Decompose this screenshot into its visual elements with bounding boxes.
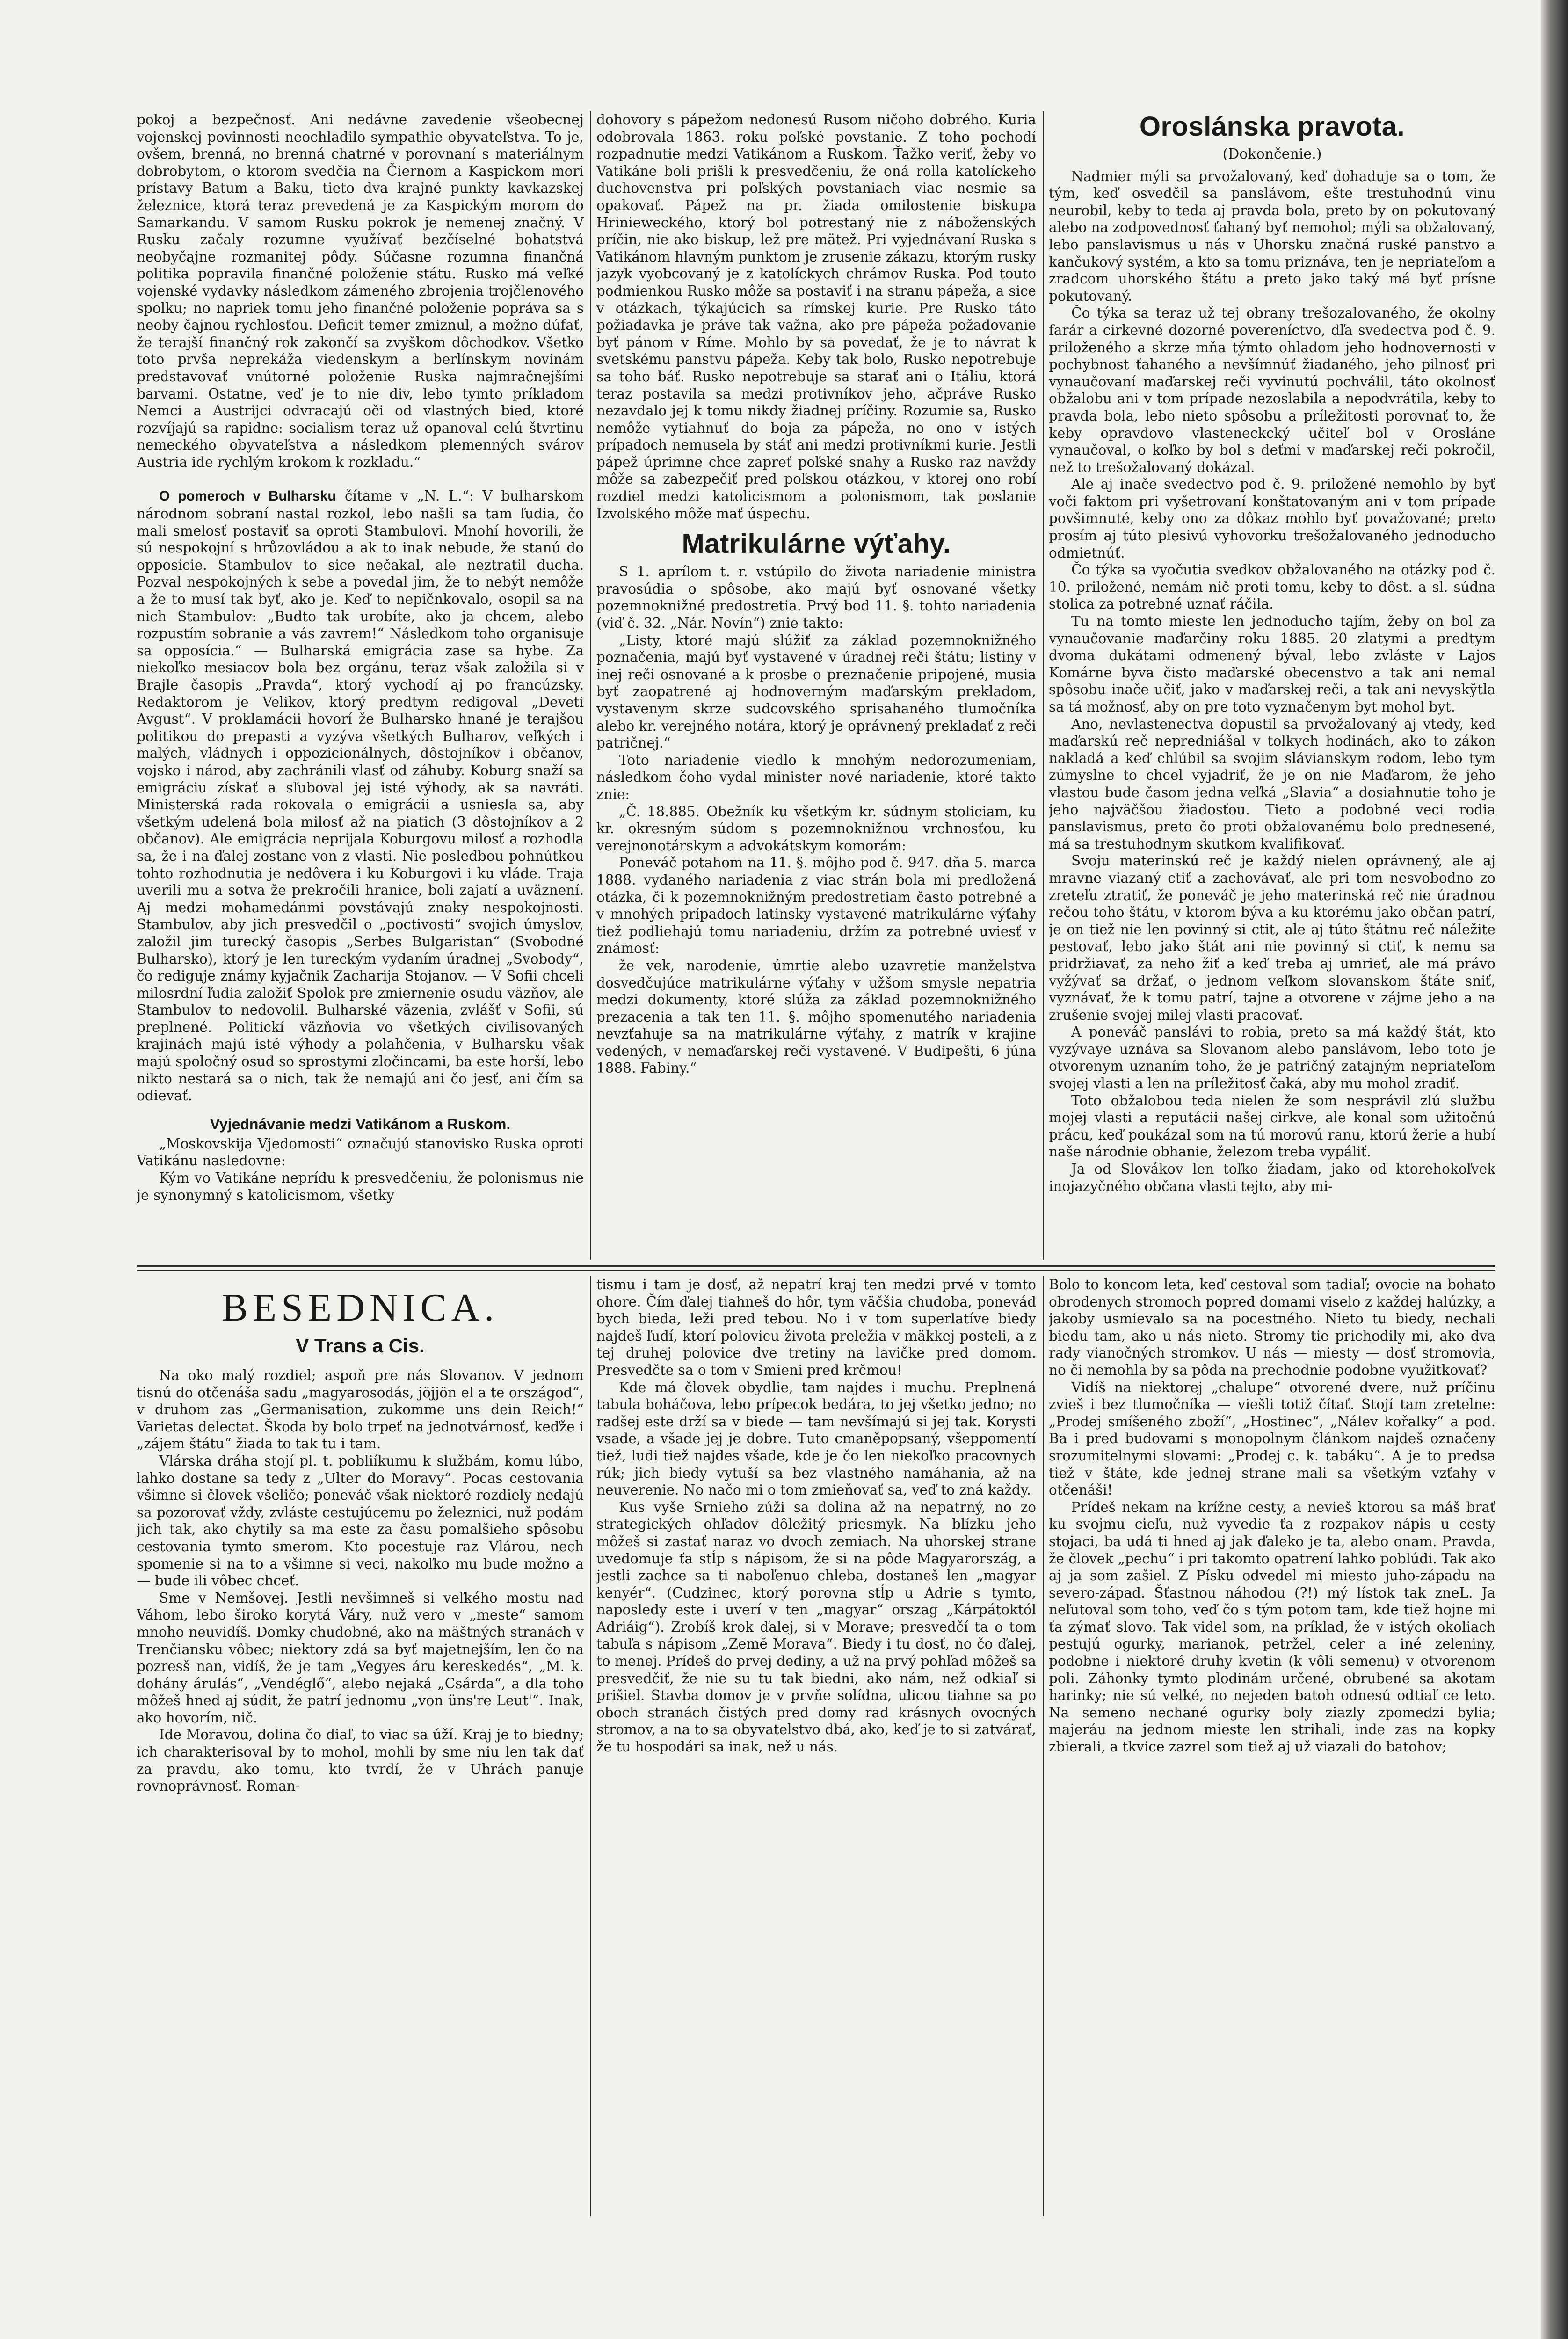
feuilleton-c1-p1: Na oko malý rozdiel; aspoň pre nás Slovanov. V jednom tisnú do otčenáša sadu „magyarosodás, jöjjön el a te országod“, v druhom zas „Germanisation, zukomme uns dein Reich!“ Varietas delectat. Škoda by bolo trpeť na jednotvárnosť, keďže i „zájem štátu“ žiada to tak tu i tam.	[137, 1367, 584, 1452]
feuilleton-rule-2	[1043, 1276, 1044, 2216]
article-oroslanska-p9: Toto obžalobou teda nielen že som nesprávil zlú službu mojej vlasti a reputácii našej cirkve, ale konal som užitočnú prácu, keď poukázal som na tú morovú ranu, ktorú žerie a hubí naše národnie obhanie, železom treba vypáliť.	[1049, 1092, 1495, 1160]
feuilleton-c3-p2: Vidíš na niektorej „chalupe“ otvorené dvere, nuž príčinu zvieš i bez tlumočníka — viešli totiž čítať. Stojí tam zretelne: „Prodej smíšeného zboží“, „Hostinec“, „Nálev kořalky“ a pod. Ba i pred budovami s monopolnym článkom najdeš označeny srozumitelnymi slovami: „Prodej c. k. tabáku“. A je to predsa tiež v štáte, kde jednej strane mali sa všetkým vzťahy v otčenáši!	[1049, 1379, 1495, 1498]
article-oroslanska-p4: Čo týka sa vyočutia svedkov obžalovaného na otázky pod č. 10. priložené, nemám nič proti tomu, keby to dôst. a sl. súdna stolica za potrebné uznať ráčila.	[1049, 562, 1495, 612]
feuilleton-c2-p1: tismu i tam je dosť, až nepatrí kraj ten medzi prvé v tomto ohore. Čím ďalej tiahneš do hôr, tym väčšia chudoba, ponevád bych bieda, leži pred tebou. No i v tom superlatíve biedy najdeš ľudí, ktorí polovicu života preležia v mäkkej posteli, a z tej druhej polovice dve tretiny na lavičke pred domom. Presvedčte sa o tom v Smieni pred krčmou!	[596, 1277, 1036, 1378]
article-matrikularne-p5: „Č. 18.885. Obežník ku všetkým kr. súdnym stoliciam, ku kr. okresným súdom s pozemnoknižnou vrchnosťou, ku verejnonotárskym a advokátskym komorám:	[596, 803, 1036, 854]
article-oroslanska-p1: Nadmier mýli sa prvožalovaný, keď dohaduje sa o tom, že tým, keď osvedčil sa panslávom, ešte trestuhodnú vinu neurobil, keby to teda aj pravda bola, preto by on pokutovaný alebo na zodpovednosť ťahaný byť nemohol; mýli sa obžalovaný, lebo panslavismus u nás v Uhorsku značná ruské panstvo a kančukový systém, a kto sa tomu priznáva, ten je nepriateľom a zradcom uhorského štátu a preto jako taký má byť prísne pokutovaný.	[1049, 168, 1495, 304]
article-matrikularne-headline: Matrikulárne výťahy.	[682, 529, 951, 559]
article-oroslanska-p10: Ja od Slovákov len toľko žiadam, jako od ktorehokoľvek inojazyčného občana vlasti tejto, aby mi-	[1049, 1161, 1495, 1194]
article-vatican-quote: Kým vo Vatikáne neprídu k presvedčeniu, že polonismus nie je synonymný s katolicismom, všetky	[137, 1170, 584, 1203]
article-vatican-title: Vyjednávanie medzi Vatikánom a Ruskom.	[210, 1115, 511, 1133]
feuilleton-c2-p2: Kde má človek obydlie, tam najdes i muchu. Preplnená tabula boháčova, lebo prípecok bedára, to jej všetko jedno; no radšej este drží sa v biede — tam nevšímajú si jej tak. Korysti vsade, a všade jej je dobre. Tuto cmaněpopsaný, všeppomentí tiež, ludi tiež najdes všade, kde je čo len niekoľko pracovnych rúk; jich biedy vytuší sa bez vlastného namáhania, až na neuverenie. No načo mi o tom zmieňovať sa, veď to zná každy.	[596, 1379, 1036, 1498]
page-edge	[1541, 0, 1568, 2339]
column-1	[137, 111, 584, 1260]
article-matrikularne-quote1: „Listy, ktoré majú slúžiť za základ pozemnoknižného poznačenia, majú byť vystavené v úradnej reči štátu; listiny v inej reči osnované a k prosbe o preznačenie pripojené, musia byť zaopatrené aj hodnoverným maďarským prekladom, vystavenym skrze sudcovského sprisahaného tlumočníka alebo kr. verejného notára, ktorý je oprávnený prekladať z reči patričnej.“	[596, 632, 1036, 751]
article-oroslanska-p5: Tu na tomto mieste len jednoducho tajím, žeby on bol za vynaučovanie maďarčiny roku 1885. 20 zlatymi a predtym dvoma dukátami odmenený býval, lebo zvláste v Lajos Komárne byva čisto maďarské obecenstvo a tak ani nemal spôsobu inače učiť, jako v maďarskej reči, a tak ani nevysky̆tla sa tá možnosť, aby on pre toto vyznačenym byt mohol byt.	[1049, 613, 1495, 715]
feuilleton-column-3	[1049, 1276, 1495, 2216]
article-oroslanska-p2: Čo týka sa teraz už tej obrany trešozalovaného, že okolny farár a cirkevné dozorné povereníctvo, dľa svedectva pod č. 9. priloženého a skrze mňa týmto ohladom jeho hodnovernosti v pochybnost ťahaného a nevšímnúť žiadaného, jeho pilnosť pri vynaučovaní maďarskej reči vyvinutú pochválil, táto okolnosť obžalobu ani v tom prípade nezoslabila a nepodvrátila, keby to pravda bola, lebo nieto spôsobu a príležitosti porovnať to, že keby opravdovo vlasteneckcký učiteľ bol v Orosláne vynaučoval, o koľko by bol s deťmi v maďarskej reči pokročil, než to trešožalovaný dokázal.	[1049, 305, 1495, 475]
column-2	[596, 111, 1036, 1260]
feuilleton-column-2	[596, 1276, 1036, 2216]
article-vatican-intro: „Moskovskija Vjedomosti“ označujú stanovisko Ruska oproti Vatikánu nasledovne:	[137, 1135, 584, 1169]
feuilleton-rule-1	[590, 1276, 591, 2216]
article-bulgaria-body: čítame v „N. L.“: V bulharskom národnom sobraní nastal rozkol, lebo našli sa tam ľudia, čo mali smelosť postaviť sa oproti Stambulovi. Mnohí hovorili, že sú nespokojní s hrůzovládou a ak to inak nebude, že stanú do opposície. Stambulov to sice nečakal, ale neztratil ducha. Pozval nespokojných k sebe a povedal jim, že to nebýt nemôže a že to musí tak byť, ako je. Keď to nepičnkovalo, osopil sa na nich Stambulov: „Budto tak urobíte, ako ja chcem, alebo rozpustím sobranie a vás zavrem!“ Následkom toho organisuje sa opposícia.“ — Bulharská emigrácia zase sa hybe. Za niekoľko mesiacov bola bez orgánu, teraz však založila si v Brajle časopis „Pravda“, ktorý vychodí aj po francúzsky. Redaktorom je Velikov, ktorý predtym redigoval „Deveti Avgust“. V proklamácii hovorí že Bulharsko hnané je terajšou politikou do prepasti a vyzýva všetkých Bulharov, veľkých i malých, vládnych i oppozicionálnych, dôstojníkov i občanov, vojsko i národ, aby zachránili vlasť od záhuby. Koburg snaží sa emigráciu získať a sľuboval jej isté výhody, ak sa navráti. Ministerská rada rokovala o emigrácii a usniesla sa, aby všetkým udelená bola milosť až na piatich (3 dôstojníkov a 2 občanov). Ale emigrácia neprijala Koburgovu milosť a rozhodla sa, že i na ďalej zostane von z vlasti. Nie posledbou pohnútkou tohto rozhodnutia je nedôvera i ku Koburgovi i ku vláde. Traja uverili mu a sotva že prekročili hranice, boli zajatí a uväznení. Aj medzi mohamedánmi povstávajú znaky nespokojnosti. Stambulov, aby jich presvedčil o „poctivosti“ svojich úmyslov, založil jim turecký časopis „Serbes Bulgaristan“ (Svobodné Bulharsko), ktorý je len tureckým vydaním úradnej „Svobody“, čo rediguje známy kyjačnik Zacharija Stojanov. — V Sofii chceli milosrdní ľudia založiť Spolok pre zmiernenie osudu väzňov, ale Stambulov to nedovolil. Bulharské väzenia, zvlášť v Sofii, sú preplnené. Politickí väzňovia vo všetkých civilisovaných krajinách majú isté výhody a polahčenia, v Bulharsku však majú spoločný osud so sprostymi zločincami, ba este horší, lebo nikto nestará sa o nich, tak že nemajú ani čo jesť, ani čím sa odievať.	[137, 488, 584, 1104]
article-vatican-continued: dohovory s pápežom nedonesú Rusom ničoho dobrého. Kuria odobrovala 1863. roku poľské povstanie. Z toho pochodí rozpadnutie medzi Vatikánom a Ruskom. Ťažko veriť, žeby vo Vatikáne boli prišli k presvedčeniu, že oná rolla katolíckeho duchovenstva pri poľských povstaniach viac nesmie sa opakovať. Pápež na pr. žiada omilostenie biskupa Hrinieweckého, ktorý bol potrestaný nie z náboženských príčin, nie ako biskup, lež pre mätež. Pri vyjednávaní Ruska s Vatikánom hlavným punktom je zrusenie zákazu, ktorým rusky jazyk vyobcovaný je z katolíckych chrámov Ruska. Pod touto podmienkou Rusko môže sa postaviť i na stranu pápeža, a sice v otázkach, týkajúcich sa rímskej kurie. Pre Rusko táto požiadavka je práve tak važna, ako pre pápeža požadovanie byť pánom v Ríme. Mohlo by sa povedať, že je to návrat k svetskému panstvu pápeža. Keby tak bolo, Rusko nepotrebuje sa toho báť. Rusko nepotrebuje sa starať ani o Itáliu, ktorá teraz postavila sa medzi protivníkov jeho, ačpráve Rusko nezavdalo jej k tomu nikdy žiadnej príčiny. Rozumie sa, Rusko nemôže vytiahnuť do boja za pápeža, no ono v istých prípadoch nemusela by stáť ani medzi protivníkmi kurie. Jestli pápež úprimne chce zapreť poľské snahy a Rusko raz navždy môže sa zabezpečiť pred poľskou otázkou, v ktorej ono robí rozdiel medzi katolicismom a polonismom, tak poslanie Izvolského môže mať úspechu.	[596, 112, 1036, 522]
article-oroslanska-p8: A poneváč panslávi to robia, preto sa má každý štát, kto vyzývaye uznáva sa Slovanom alebo panslávom, lebo toto je otvorenym uznaním toho, že je patričný zatajným nepriateľom svojej vlasti a len na príležitosť čaká, aby mu mohol zradiť.	[1049, 1024, 1495, 1092]
article-oroslanska-p7: Svoju materinskú reč je každý nielen oprávnený, ale aj mravne viazaný ctiť a zachovávať, ale pri tom nesvobodno zo zreteľu ztratiť, že poneváč je jeho materinská reč nie úradnou rečou toho štátu, v ktorom býva a ku ktorému jako občan patrí, je on tiež nie len povinný si ctit, ale aj túto štátnu reč náležite pestovať, lebo jako štát ani nie povinný si ctiť, k nemu sa pridržiavať, za neho žiť a keď treba aj umrieť, ale má právo vyžývať sa držať, o jednom veľkom slovanskom štáte sniť, vyznávať, že k tomu patrí, tajne a otvorene v zájme jeho a na zrušenie svojej milej vlasti pracovať.	[1049, 853, 1495, 1023]
column-rule-1	[590, 111, 591, 1260]
article-oroslanska-p3: Ale aj inače svedectvo pod č. 9. priložené nemohlo by byť voči faktom pri vyšetrovaní konštatovaným ani v tom prípade povšimnuté, keby ono za dôkaz mohlo byť považované; preto prosím aj túto plesivú vyhovorku trešožalovaného jednoducho odmietnúť.	[1049, 476, 1495, 561]
feuilleton-c1-p2: Vlárska dráha stojí pl. t. pobliíkumu k službám, komu lúbo, lahko dostane sa tedy z „Ulter do Moravy“. Pocas cestovania všimne si človek všeličo; poneváč však niektoré rozdiely nedajú sa pozorovať vždy, zvláste cestujúcemu po železnici, nuž podám jich tak, ako chytily sa ma este za času pomalšieho spôsobu cestovania tymto smerom. Kto pocestuje raz Vlárou, nech spomenie si na to a všimne si veci, nakoľko mu bude možno a — bude ili vôbec chceť.	[137, 1453, 584, 1589]
feuilleton-rule-top-2	[137, 1270, 1495, 1271]
article-oroslanska-headline: Oroslánska pravota.	[1139, 111, 1405, 142]
feuilleton-column-1	[137, 1276, 584, 2216]
feuilleton-c1-p3: Sme v Nemšovej. Jestli nevšimneš si veľkého mostu nad Váhom, lebo široko korytá Váry, nuž vero v „meste“ samom mnoho neuvidíš. Domky chudobné, ako na mäštných stranách v Trenčiansku vôbec; niektory zdá sa byť majetnejším, len čo na pozresš nan, vidíš, že je tam „Vegyes áru kereskedés“, „M. k. dohány árulás“, „Vendéglő“, alebo nejaká „Csárda“, a dla toho môžeš hned aj súdit, že patrí jednomu „von üns're Leut'“. Inak, ako hovorím, nič.	[137, 1590, 584, 1726]
article-bulgaria-title: O pomeroch v Bulharsku	[159, 488, 336, 504]
article-bulgaria	[137, 487, 584, 1104]
feuilleton-c3-p1: Bolo to koncom leta, keď cestoval som tadiaľ; ovocie na bohato obrodenych stromoch popred domami viselo z každej halúzky, a jakoby usmievalo sa na pocestného. Nieto tu biedy, nechali biedu tam, ako u nás nieto. Stromy tie prichodily mi, ako dva rady vianočných stromkov. U nás — miesty — dosť stromovia, no či nemohla by sa pôda na prechodnie podobne využitkovať?	[1049, 1277, 1495, 1378]
feuilleton-c2-p3: Kus vyše Srnieho zúži sa dolina až na nepatrný, no zo strategických ohľadov dôležitý priesmyk. Na blízku jeho môžeš si zastať naraz vo dvoch zemiach. Na uhorskej strane uvedomuje ťa stĺp s nápisom, že si na pôde Magyarország, a jestli zachce sa ti naboľenuo chleba, dostaneš len „magyar kenyér“. (Cudzinec, ktorý porovna stĺp u Adrie s tymto, naposledy este i uverí v ten „magyar“ orszag „Kárpátoktól Adriáig“). Zrobíš krok ďalej, si v Morave; presvedčí ta o tom tabuľa s nápisom „Zemĕ Morava“. Biedy i tu dosť, no čo ďalej, to menej. Prídeš do prvej dediny, a už na prvý pohľad môžeš sa presvedčiť, že nie su tu tak biedni, ako nám, než odkiaľ si prišiel. Stavba domov je v prvňe solídna, ulicou tiahne sa po oboch stranách čistých pred domy rad krásnych ovocných stromov, a na to sa obyvatelstvo dbá, ako, keď je to si zatvárať, že tu hospodári sa inak, než u nás.	[596, 1499, 1036, 1755]
column-rule-2	[1043, 111, 1044, 1260]
article-russia-end: pokoj a bezpečnosť. Ani nedávne zavedenie všeobecnej vojenskej povinnosti neochladilo sympathie obyvateľstva. To je, ovšem, brenná, no brenná chatrné v porovnaní s materiálnym dobrobytom, o ktorom svedčia na Čiernom a Kaspickom mori prístavy Batum a Baku, tieto dva krajné punkty kavkazskej železnice, ktorá teraz prevedená je za Kaspickým morom do Samarkandu. V samom Rusku pokrok je nemenej značný. V Rusku začaly rozumne využívať bezčíselné bohatstvá neobyčajne rozmanitej pôdy. Súčasne rozumna finančná politika popravila finančné položenie státu. Rusko má veľké vojenské vydavky následkom zámeného zbrojenia trojčlenového spolku; no napriek tomu jeho finančné položenie popráva sa s neoby čajnou rychlosťou. Deficit temer zmiznul, a možno dúfať, že terajší finančný rok zakončí sa zvyškom dôchodkov. Všetko toto prvša neprekáža viedenskym a berlínskym novinám predstavovať vnútorné položenie Ruska najmračnejšími barvami. Ostatne, veď je to nie div, lebo tymto príkladom Nemci a Austrijci odvracajú oči od vlastných bied, ktoré rozvíjajú sa rapidne: socialism teraz už opanoval celú štvrtinu nemeckého obyvateľstva a následkom plemenných svárov Austria ide rychlým krokom k rozkladu.“	[137, 112, 584, 470]
feuilleton-title: BESEDNICA.	[221, 1286, 499, 1329]
article-oroslanska-p6: Ano, nevlastenectva dopustil sa prvožalovaný aj vtedy, keď maďarskú reč nepredniášal v tolkych hodinách, ako to zákon nakladá a keď chlúbil sa svojim slávianskym rodom, lebo tym zúmyslne to chcel vyjadriť, že je on nie Maďarom, že jeho vlastou bude časom jedna veľká „Slavia“ a dosiahnutie toho je jeho najväčšou žiadosťou. Tieto a podobné veci rodia panslavismus, preto čo proti obžalovanému bolo prednesené, má sa trestuhodnym skutkom kvalifikovať.	[1049, 716, 1495, 852]
article-matrikularne-p7: že vek, narodenie, úmrtie alebo uzavretie manželstva dosvedčujúce matrikulárne výťahy v užšom smysle nepatria medzi dokumenty, ktoré slúža za základ pozemnoknižného prezacenia a tak ten 11. §. môjho spomenutého nariadenia nevzťahuje sa na matrikulárne výťahy, z matrík v krajine vedených, v nemaďarskej reči vystavené. V Budipešti, 6 júna 1888. Fabiny.“	[596, 957, 1036, 1076]
feuilleton-c1-p4: Ide Moravou, dolina čo diaľ, to viac sa úží. Kraj je to biedny; ich charakterisoval by to mohol, mohli by sme niu len tak dať za pravdu, ako tomu, kto tvrdí, že v Uhrách panuje rovnoprávnosť. Roman-	[137, 1727, 584, 1794]
feuilleton-rule-top	[137, 1265, 1495, 1267]
feuilleton-c3-p3: Prídeš nekam na krížne cesty, a nevieš ktorou sa máš brať ku svojmu cieľu, nuž vyvedie ťa z rozpakov nápis u cesty stojaci, ba udá ti hned aj jak ďaleko je ta, alebo onam. Pravda, že človek „pechu“ i pri takomto opatrení lahko poblúdi. Tak ako aj ja som zašiel. Z Písku odvedel mi miesto juho-západu na severo-západ. Šťastnou náhodou (?!) mý lístok tak zneL. Ja neľutoval som toho, veď čo s tým potom tam, kde tiež hojne mi ťa zýmať slovo. Tak videl som, na príklad, že v istých okoliach pestujú ogurky, marianok, petržel, celer a iné zeleniny, podobne i niektoré druhy kvetin (k vôli semenu) v otvorenom poli. Záhonky tymto plodinám určené, obrubené sa akotam harinky; nie sú veľké, no nejeden batoh odnesú odtiaľ ce leto. Na semeno nechané ogurky boly ziazly zpomedzi bylia; majeráu na jednom mieste len strihali, inde zas na kopky zbierali, a tkvice zazrel som tiež aj už viazali do batohov;	[1049, 1499, 1495, 1755]
article-matrikularne-intro: S 1. aprílom t. r. vstúpilo do života nariadenie ministra pravosúdia o spôsobe, ako majú byť osnované všetky pozemnoknižné predostretia. Prvý bod 11. §. tohto nariadenia (viď č. 32. „Nár. Novín“) znie takto:	[596, 564, 1036, 632]
article-matrikularne-p4: Toto nariadenie viedlo k mnohým nedorozumeniam, následkom čoho vydal minister nové nariadenie, ktoré takto znie:	[596, 752, 1036, 802]
article-oroslanska-subhead: (Dokončenie.)	[1222, 146, 1322, 162]
article-matrikularne-p6: Poneváč potahom na 11. §. môjho pod č. 947. dňa 5. marca 1888. vydaného nariadenia z viac strán bola mi predložená otázka, či k pozemnoknižným predostretiam často potrebné a v mnohých prípadoch latinsky vystavené matrikulárne výťahy tiež podliehajú tomu nariadeniu, držím za potrebné uviesť v známosť:	[596, 855, 1036, 957]
column-3	[1049, 111, 1495, 1260]
feuilleton-subtitle: V Trans a Cis.	[296, 1335, 425, 1357]
